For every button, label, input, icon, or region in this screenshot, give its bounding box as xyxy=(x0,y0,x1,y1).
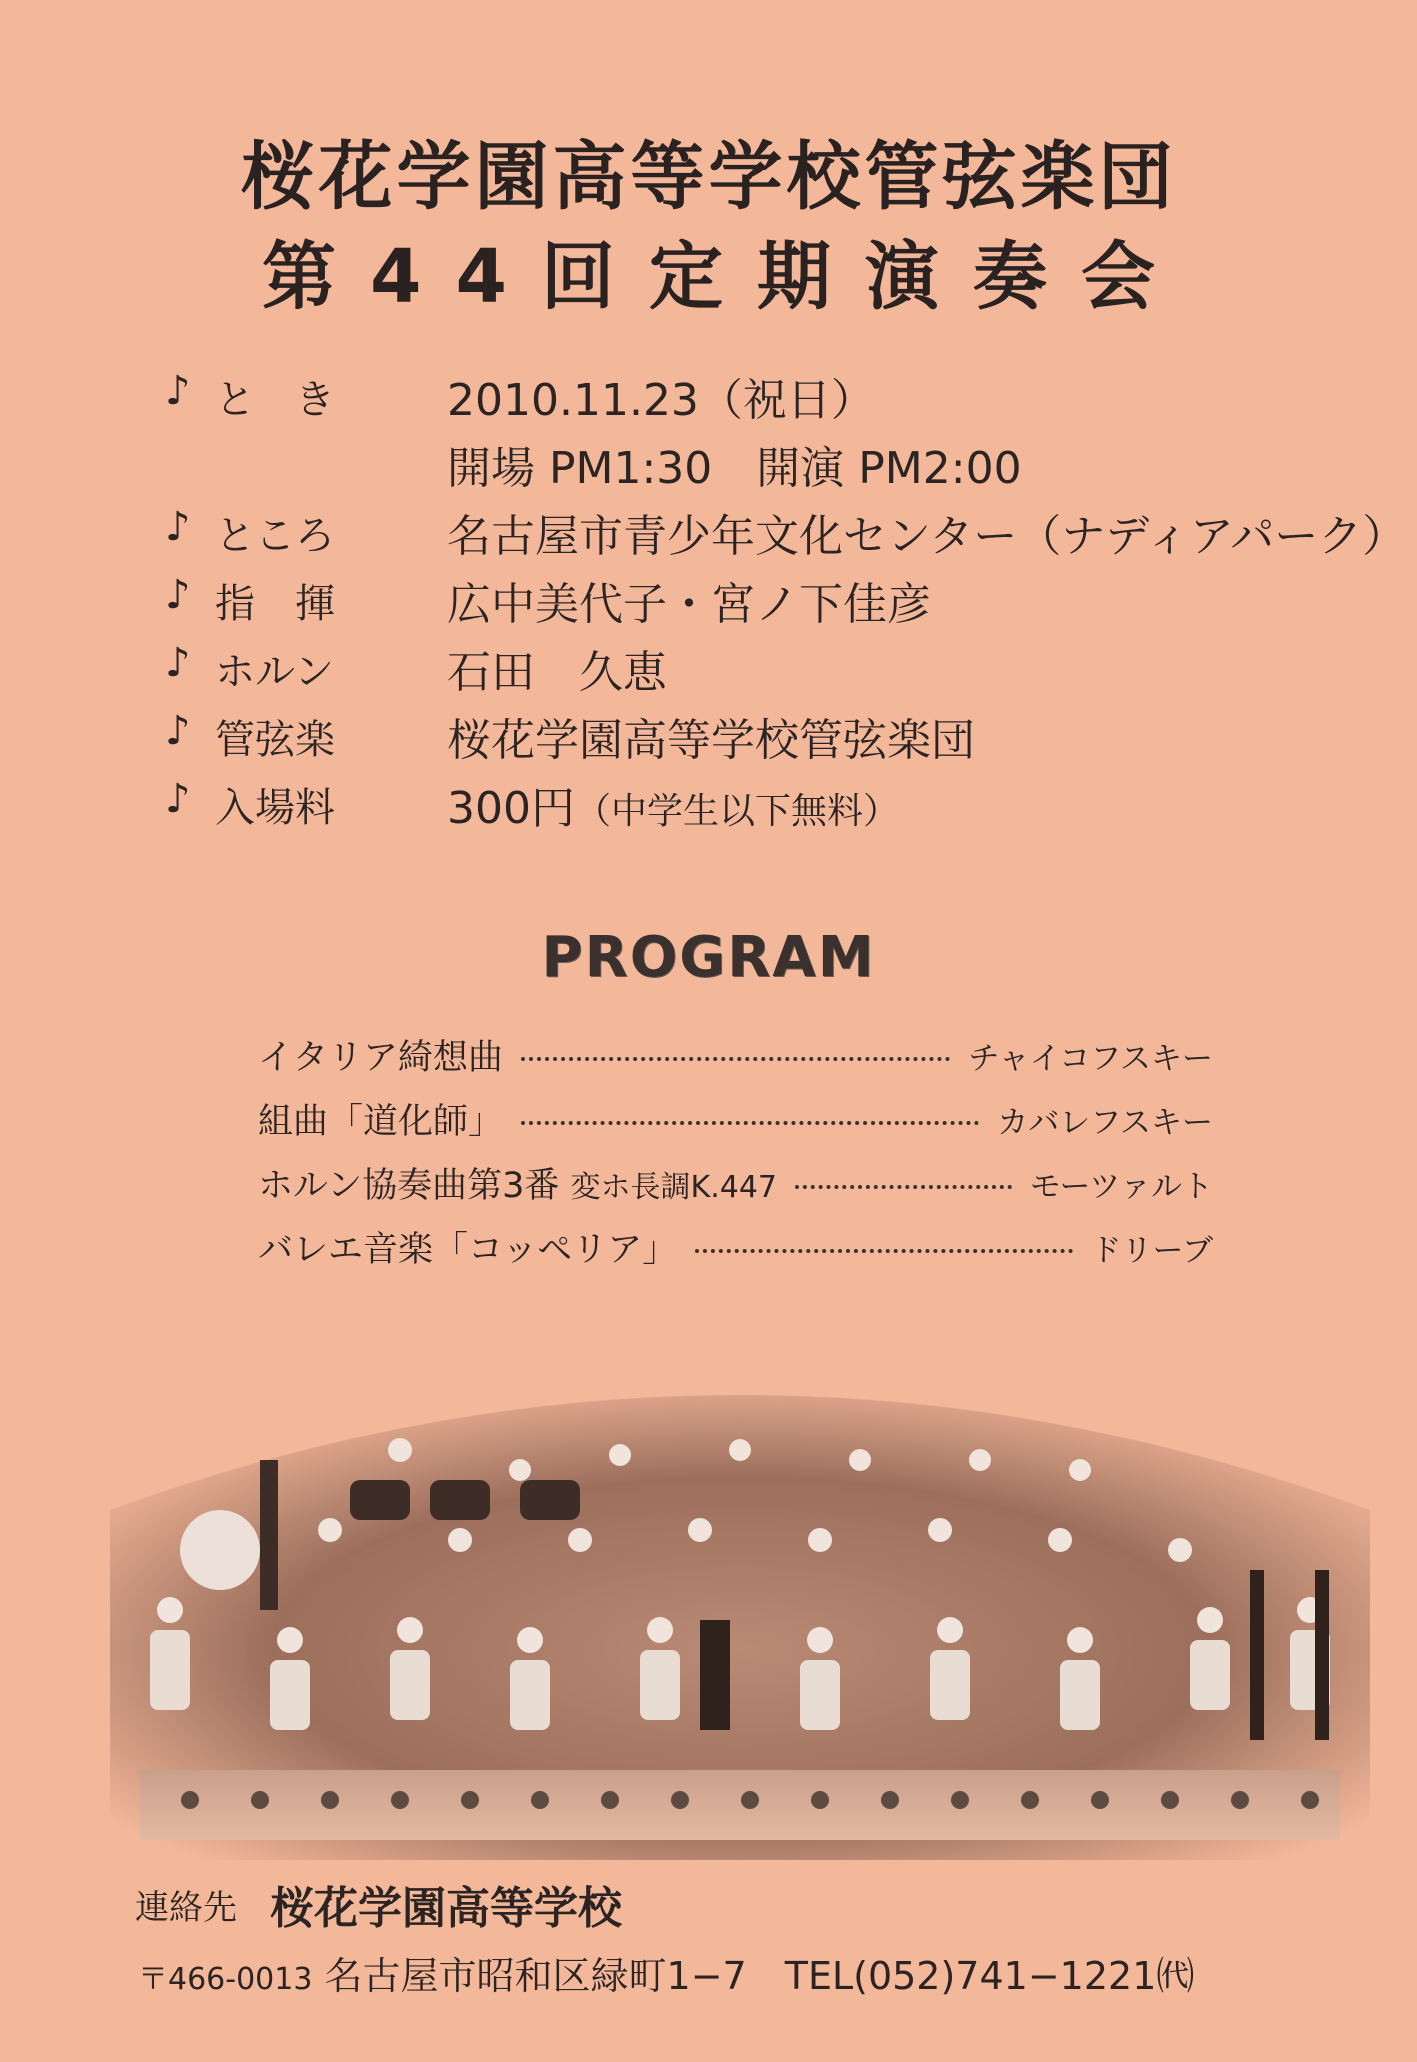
note-icon: ♪ xyxy=(165,640,191,686)
info-label: ホルン xyxy=(215,649,334,695)
program-list xyxy=(258,1030,1213,1286)
info-row-orchestra xyxy=(165,700,1365,768)
program-item xyxy=(258,1094,1213,1158)
info-label: 入場料 xyxy=(215,785,335,831)
info-label: 指 揮 xyxy=(215,581,335,627)
contact-label: 連絡先 xyxy=(135,1888,237,1928)
flyer-title-orchestra: 桜花学園高等学校管弦楽団 xyxy=(240,134,1177,220)
flyer-title-concert: 第44回定期演奏会 xyxy=(262,234,1189,320)
program-composer: ドリーブ xyxy=(1090,1233,1213,1269)
leader-dots xyxy=(521,1121,979,1125)
info-row-admission xyxy=(165,768,1365,836)
postal-code: 〒466-0013 xyxy=(138,1962,313,1997)
info-value: 開場 PM1:30 開演 PM2:00 xyxy=(447,443,1022,494)
program-piece-key: 変ホ長調K.447 xyxy=(570,1170,778,1205)
info-row-date xyxy=(165,360,1365,428)
note-icon: ♪ xyxy=(165,368,191,414)
event-info xyxy=(165,360,1407,836)
program-item xyxy=(258,1030,1213,1094)
note-icon: ♪ xyxy=(165,504,191,550)
info-label: と き xyxy=(215,377,335,423)
info-value: 2010.11.23（祝日） xyxy=(447,375,875,426)
info-row-horn xyxy=(165,632,1365,700)
info-row-time xyxy=(165,428,1365,496)
note-icon: ♪ xyxy=(165,708,191,754)
leader-dots xyxy=(795,1185,1012,1189)
program-piece: イタリア綺想曲 xyxy=(258,1038,504,1078)
program-composer: モーツァルト xyxy=(1029,1169,1213,1205)
program-piece xyxy=(258,1158,777,1208)
program-piece: バレエ音楽「コッペリア」 xyxy=(258,1230,678,1270)
address-phone: 名古屋市昭和区緑町1−7 TEL(052)741−1221㈹ xyxy=(324,1954,1195,1998)
leader-dots xyxy=(521,1057,950,1061)
program-piece-title: ホルン協奏曲第3番 xyxy=(258,1166,560,1206)
admission-price: 300円 xyxy=(447,783,575,834)
info-value: 石田 久恵 xyxy=(447,647,667,698)
contact-school-name: 桜花学園高等学校 xyxy=(270,1883,622,1934)
info-row-conductor xyxy=(165,564,1365,632)
note-icon: ♪ xyxy=(165,776,191,822)
program-composer: カバレフスキー xyxy=(997,1105,1213,1141)
info-value: 名古屋市青少年文化センター（ナディアパーク） xyxy=(447,511,1407,562)
contact-address xyxy=(138,1945,1194,2000)
orchestra-photo xyxy=(100,1340,1380,1860)
program-item xyxy=(258,1158,1213,1222)
program-item xyxy=(258,1222,1213,1286)
program-piece: 組曲「道化師」 xyxy=(258,1102,504,1142)
info-value xyxy=(447,772,899,836)
info-label: ところ xyxy=(215,513,335,559)
info-label: 管弦楽 xyxy=(215,717,335,763)
note-icon: ♪ xyxy=(165,572,191,618)
leader-dots xyxy=(695,1249,1072,1253)
info-row-venue xyxy=(165,496,1407,564)
program-composer: チャイコフスキー xyxy=(968,1041,1213,1077)
info-value: 桜花学園高等学校管弦楽団 xyxy=(447,715,975,766)
info-value: 広中美代子・宮ノ下佳彦 xyxy=(447,579,931,630)
admission-note: （中学生以下無料） xyxy=(574,791,899,832)
program-heading: PROGRAM xyxy=(541,925,876,990)
